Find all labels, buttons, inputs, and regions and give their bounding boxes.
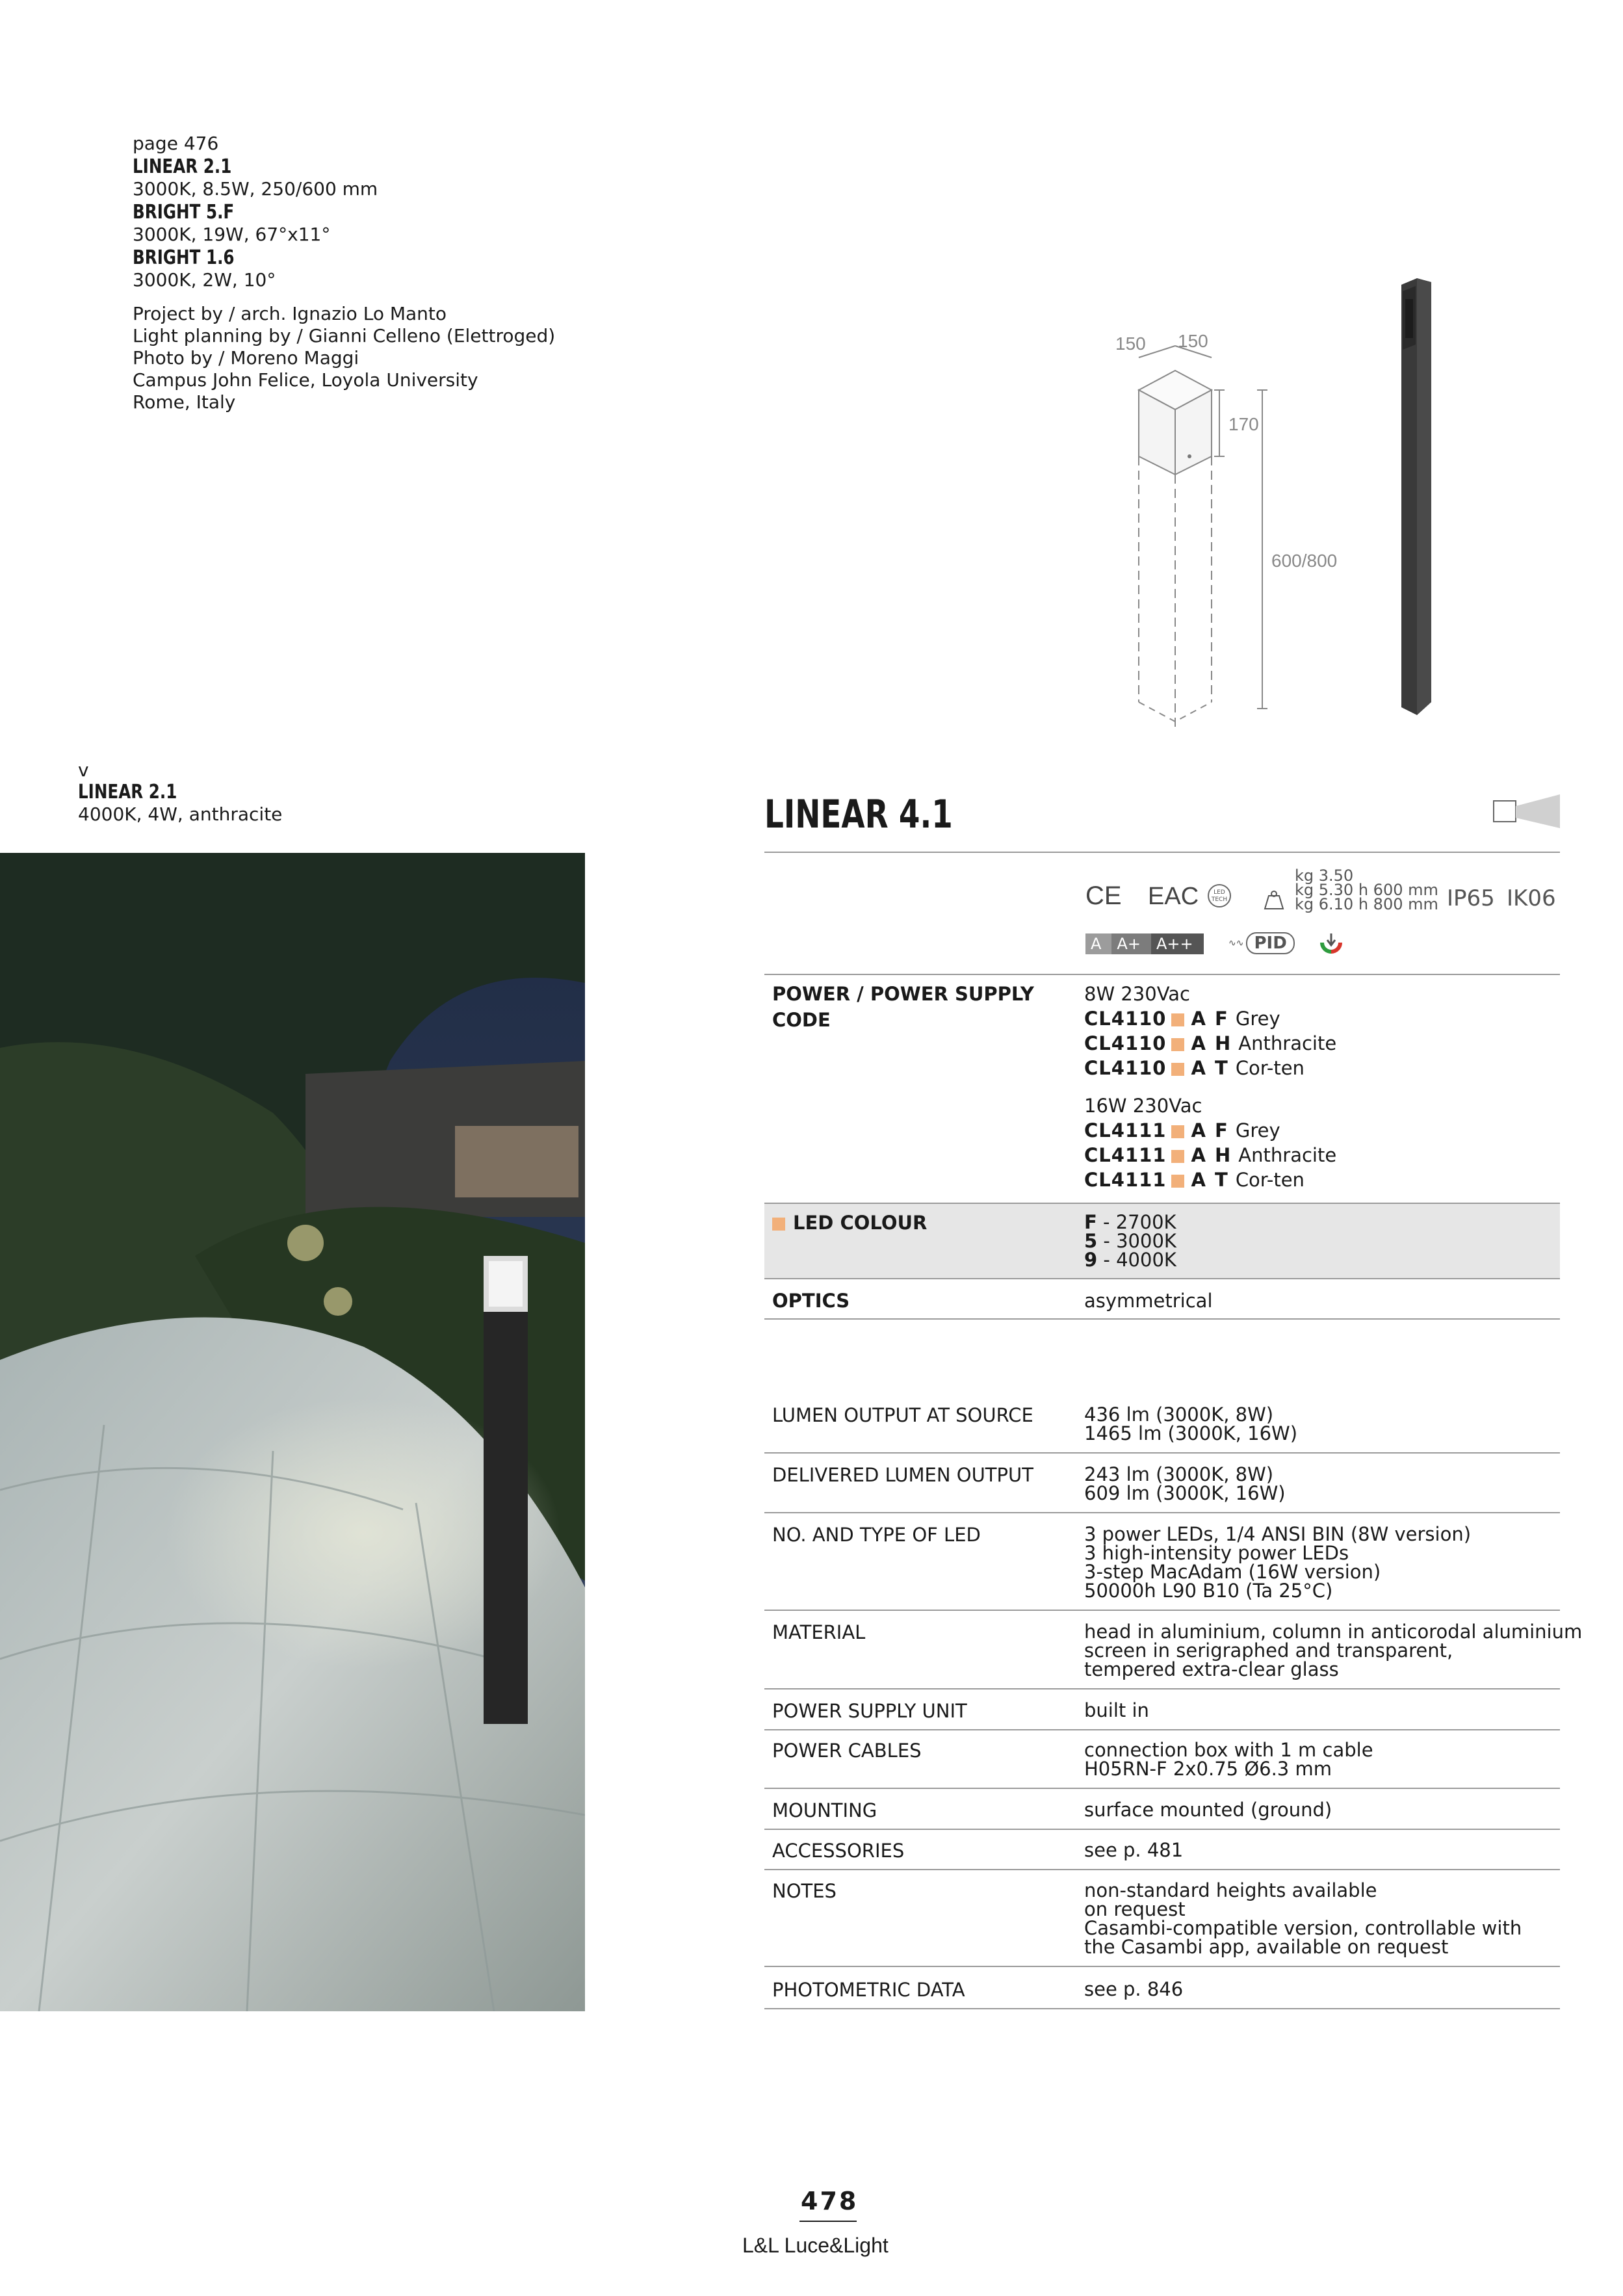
spec-label: POWER SUPPLY UNIT xyxy=(772,1700,967,1722)
caption-item-spec: 3000K, 8.5W, 250/600 mm xyxy=(133,178,378,200)
spec-divider xyxy=(764,1869,1560,1870)
product-code: CL4111 xyxy=(1084,1144,1167,1166)
dim-total-height: 600/800 xyxy=(1271,551,1338,571)
spec-value-line: 609 lm (3000K, 16W) xyxy=(1084,1482,1286,1504)
dim-width-2: 150 xyxy=(1178,331,1208,351)
spec-label: DELIVERED LUMEN OUTPUT xyxy=(772,1464,1033,1486)
product-title: LINEAR 4.1 xyxy=(764,792,953,837)
dim-width-1: 150 xyxy=(1115,333,1146,354)
technical-drawing xyxy=(1092,273,1456,741)
spec-value-line: on request xyxy=(1084,1898,1186,1920)
spec-label: MATERIAL xyxy=(772,1621,866,1643)
variant-code: A F xyxy=(1191,1008,1229,1030)
spec-divider xyxy=(764,2008,1560,2009)
spec-value-line: 1465 lm (3000K, 16W) xyxy=(1084,1422,1298,1444)
spec-divider xyxy=(764,1512,1560,1513)
colour-square-icon xyxy=(1171,1150,1184,1163)
spec-value-line: connection box with 1 m cable xyxy=(1084,1739,1373,1761)
spec-label: PHOTOMETRIC DATA xyxy=(772,1979,965,2001)
credit-line: Rome, Italy xyxy=(133,391,236,413)
power-group-header: 8W 230Vac xyxy=(1084,983,1190,1005)
variant-code: A H xyxy=(1191,1144,1232,1166)
finish: Anthracite xyxy=(1238,1144,1337,1166)
product-code-row xyxy=(1084,1145,1336,1165)
footer-rule xyxy=(799,2221,857,2222)
product-code: CL4110 xyxy=(1084,1008,1167,1030)
spec-divider xyxy=(764,1829,1560,1830)
colour-square-icon xyxy=(1171,1038,1184,1051)
caption-item-spec: 4000K, 4W, anthracite xyxy=(78,803,283,825)
ip-rating: IP65 xyxy=(1447,885,1495,911)
spec-divider xyxy=(764,1688,1560,1689)
power-codes xyxy=(1084,984,1336,1190)
energy-labels xyxy=(1085,933,1204,954)
power-group-header: 16W 230Vac xyxy=(1084,1095,1202,1117)
weight-line: kg 6.10 h 800 mm xyxy=(1295,895,1438,913)
spec-value xyxy=(1084,1801,1332,1820)
product-code-row xyxy=(1084,1121,1336,1140)
product-code: CL4111 xyxy=(1084,1169,1167,1191)
weight-line: kg 5.30 h 600 mm xyxy=(1295,881,1438,899)
caption-item-name: BRIGHT 1.6 xyxy=(133,246,235,269)
product-code-row xyxy=(1084,1009,1336,1028)
credit-line: Campus John Felice, Loyola University xyxy=(133,369,478,391)
energy-label: A+ xyxy=(1111,933,1151,954)
screw-dot xyxy=(1188,454,1191,458)
colour-square-icon xyxy=(1171,1175,1184,1188)
ce-mark-icon: CE xyxy=(1085,881,1122,910)
spec-value xyxy=(1084,1841,1183,1860)
spec-label: POWER CABLES xyxy=(772,1740,922,1762)
spec-value xyxy=(1084,1465,1286,1503)
colour-value: - 2700K xyxy=(1097,1211,1176,1233)
spec-label: MOUNTING xyxy=(772,1799,877,1821)
spec-divider xyxy=(764,1788,1560,1789)
spec-label: NO. AND TYPE OF LED xyxy=(772,1524,981,1546)
finish: Grey xyxy=(1235,1008,1280,1030)
variant-code: A F xyxy=(1191,1119,1229,1141)
spec-value-line: 3 high-intensity power LEDs xyxy=(1084,1542,1349,1564)
credit-line: Light planning by / Gianni Celleno (Elettroged) xyxy=(133,325,556,346)
power-label xyxy=(772,984,1034,1030)
finish: Grey xyxy=(1235,1119,1280,1141)
colour-square-icon xyxy=(1171,1125,1184,1138)
spec-value-line: 243 lm (3000K, 8W) xyxy=(1084,1463,1274,1485)
product-code: CL4110 xyxy=(1084,1057,1167,1079)
spec-value-line: Casambi-compatible version, controllable with xyxy=(1084,1917,1522,1939)
led-colour-options xyxy=(1084,1213,1176,1270)
brand-logo: L&L Luce&Light xyxy=(742,2234,889,2257)
spec-value xyxy=(1084,1525,1471,1600)
spec-value-line: 50000h L90 B10 (Ta 25°C) xyxy=(1084,1580,1333,1602)
colour-option xyxy=(1084,1251,1176,1270)
divider xyxy=(764,1278,1560,1279)
credit-line: Photo by / Moreno Maggi xyxy=(133,347,359,369)
colour-value: - 4000K xyxy=(1097,1249,1176,1271)
spec-value-line: the Casambi app, available on request xyxy=(1084,1936,1449,1958)
divider xyxy=(764,1318,1560,1320)
spec-value xyxy=(1084,1881,1522,1957)
led-tech-icon: LED TECH xyxy=(1208,884,1231,907)
energy-label: A++ xyxy=(1151,933,1204,954)
led-colour-label xyxy=(772,1213,927,1233)
product-code: CL4111 xyxy=(1084,1119,1167,1141)
finish: Cor-ten xyxy=(1235,1169,1305,1191)
optics-label: OPTICS xyxy=(772,1290,850,1312)
variant-code: A T xyxy=(1191,1169,1229,1191)
spec-value-line: head in aluminium, column in anticorodal aluminium xyxy=(1084,1621,1583,1643)
spec-divider xyxy=(764,1966,1560,1967)
spec-label: ACCESSORIES xyxy=(772,1840,905,1862)
spec-divider xyxy=(764,1729,1560,1730)
spec-value-line: 3 power LEDs, 1/4 ANSI BIN (8W version) xyxy=(1084,1523,1472,1545)
finish: Cor-ten xyxy=(1235,1057,1305,1079)
dim-head-height: 170 xyxy=(1228,414,1259,434)
divider xyxy=(764,1203,1560,1204)
weights xyxy=(1295,868,1438,911)
variant-code: A H xyxy=(1191,1032,1232,1054)
photo-caption xyxy=(78,759,282,826)
power-label-line: POWER / POWER SUPPLY xyxy=(772,983,1034,1005)
top-caption xyxy=(133,133,555,413)
energy-label: A xyxy=(1085,933,1111,954)
spec-value-line: see p. 846 xyxy=(1084,1978,1184,2000)
spec-value-line: 436 lm (3000K, 8W) xyxy=(1084,1403,1274,1426)
colour-option xyxy=(1084,1213,1176,1232)
spec-value xyxy=(1084,1701,1149,1720)
colour-key: 9 xyxy=(1084,1249,1098,1271)
caption-item-spec: 3000K, 2W, 10° xyxy=(133,269,276,291)
spec-value-line: non-standard heights available xyxy=(1084,1879,1377,1901)
spec-value-line: built in xyxy=(1084,1699,1149,1721)
optics-value: asymmetrical xyxy=(1084,1290,1213,1312)
caption-item-name: LINEAR 2.1 xyxy=(78,781,177,803)
spec-label: NOTES xyxy=(772,1880,837,1902)
spec-value-line: tempered extra-clear glass xyxy=(1084,1658,1339,1680)
credit-line: Project by / arch. Ignazio Lo Manto xyxy=(133,303,447,324)
pid-label: PID xyxy=(1246,932,1294,954)
beam-direction-icon xyxy=(1492,792,1564,831)
colour-value: - 3000K xyxy=(1097,1230,1176,1252)
caption-arrow: v xyxy=(78,759,89,781)
product-code: CL4110 xyxy=(1084,1032,1167,1054)
spec-value-line: surface mounted (ground) xyxy=(1084,1799,1332,1821)
spec-value-line: 3-step MacAdam (16W version) xyxy=(1084,1561,1381,1583)
spec-value-line: H05RN-F 2x0.75 Ø6.3 mm xyxy=(1084,1758,1332,1780)
spec-value xyxy=(1084,1405,1297,1443)
page-reference: page 476 xyxy=(133,133,219,154)
spec-divider xyxy=(764,1452,1560,1454)
page-number: 478 xyxy=(801,2187,859,2215)
caption-item-spec: 3000K, 19W, 67°x11° xyxy=(133,224,331,245)
colour-square-icon xyxy=(772,1218,785,1231)
product-code-row xyxy=(1084,1170,1336,1190)
product-render xyxy=(1401,278,1431,715)
italian-quality-icon xyxy=(1318,930,1344,956)
spec-value xyxy=(1084,1741,1373,1779)
finish: Anthracite xyxy=(1238,1032,1337,1054)
product-code-row xyxy=(1084,1058,1336,1078)
product-code-row xyxy=(1084,1034,1336,1053)
ik-rating: IK06 xyxy=(1507,885,1556,911)
eac-mark-icon: EAC xyxy=(1148,883,1199,910)
colour-square-icon xyxy=(1171,1013,1184,1026)
spec-value xyxy=(1084,1980,1183,1999)
spec-value-line: screen in serigraphed and transparent, xyxy=(1084,1639,1453,1662)
spec-divider xyxy=(764,1610,1560,1611)
pid-wave-icon: ∿∿ xyxy=(1228,938,1244,948)
led-colour-label-text: LED COLOUR xyxy=(793,1212,928,1234)
divider xyxy=(764,974,1560,975)
installation-photo xyxy=(0,853,585,2011)
caption-item-name: BRIGHT 5.F xyxy=(133,201,235,224)
spec-value-line: see p. 481 xyxy=(1084,1839,1184,1861)
colour-key: 5 xyxy=(1084,1230,1098,1252)
spec-value xyxy=(1084,1623,1582,1679)
spec-label: LUMEN OUTPUT AT SOURCE xyxy=(772,1404,1033,1426)
pid-badge xyxy=(1228,932,1295,954)
colour-square-icon xyxy=(1171,1063,1184,1076)
weight-line: kg 3.50 xyxy=(1295,867,1354,885)
title-divider xyxy=(764,852,1560,853)
weight-icon xyxy=(1261,889,1287,910)
code-label-line: CODE xyxy=(772,1009,831,1031)
colour-key: F xyxy=(1084,1211,1097,1233)
caption-item-name: LINEAR 2.1 xyxy=(133,155,232,178)
variant-code: A T xyxy=(1191,1057,1229,1079)
credits xyxy=(133,303,555,413)
colour-option xyxy=(1084,1232,1176,1251)
